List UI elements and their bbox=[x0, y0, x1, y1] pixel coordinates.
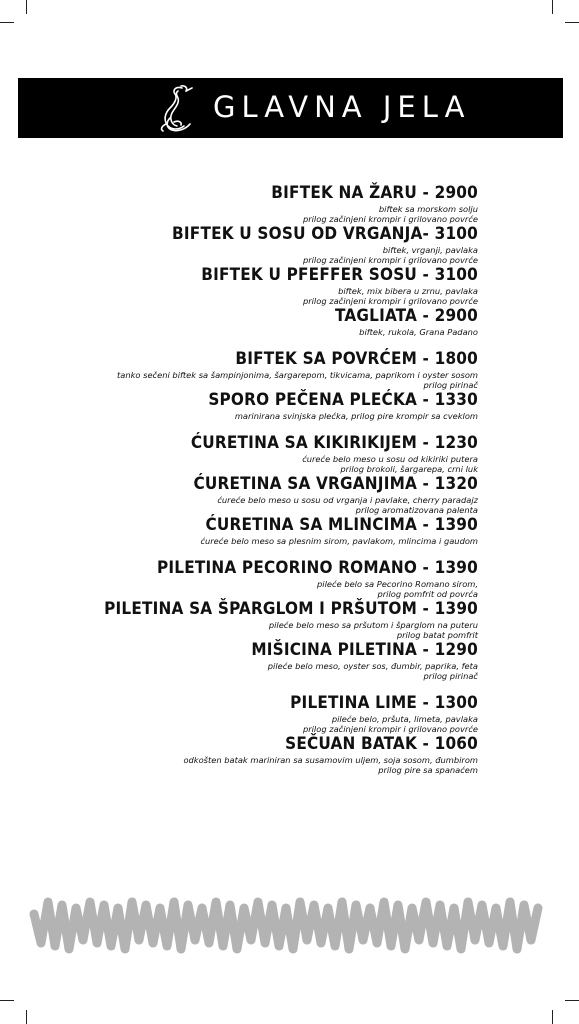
dish-title: ĆURETINA SA MLINCIMA - 1390 bbox=[205, 515, 478, 535]
crop-mark bbox=[565, 22, 579, 23]
dish-description: ćureće belo meso u sosu od vrganja i pavlake, cherry paradajz bbox=[217, 495, 478, 505]
menu-item bbox=[100, 474, 478, 515]
crop-mark bbox=[0, 22, 14, 23]
page-title: GLAVNA JELA bbox=[213, 90, 471, 124]
dish-title: BIFTEK U PFEFFER SOSU - 3100 bbox=[201, 265, 478, 285]
dish-description: biftek sa morskom solju bbox=[378, 204, 478, 214]
dish-description: pileće belo sa Pecorino Romano sirom, bbox=[317, 579, 478, 589]
dish-description: pileće belo, pršuta, limeta, pavlaka bbox=[331, 714, 478, 724]
menu-item bbox=[100, 599, 478, 640]
decorative-wave bbox=[28, 892, 559, 954]
dish-description: marinirana svinjska plećka, prilog pire krompir sa cveklom bbox=[234, 411, 478, 421]
dish-description: ćureće belo meso u sosu od kikiriki putera bbox=[302, 454, 478, 464]
dish-title: SEČUAN BATAK - 1060 bbox=[285, 734, 478, 754]
dish-description: pileće belo meso, oyster sos, đumbir, paprika, feta bbox=[267, 661, 478, 671]
dish-description: prilog začinjeni krompir i grilovano povrće bbox=[302, 255, 478, 265]
menu-item bbox=[100, 265, 478, 306]
dish-title: MIŠICINA PILETINA - 1290 bbox=[251, 640, 478, 660]
menu-item bbox=[100, 390, 478, 421]
crop-mark bbox=[26, 0, 27, 14]
dish-description: tanko sečeni biftek sa šampinjonima, šargarepom, tikvicama, paprikom i oyster sosom bbox=[117, 370, 478, 380]
dish-description: prilog brokoli, šargarepa, crni luk bbox=[340, 464, 478, 474]
header-bar bbox=[18, 78, 563, 138]
dish-description: prilog pomfrit od povrća bbox=[377, 589, 478, 599]
dish-description: biftek, rukola, Grana Padano bbox=[359, 327, 478, 337]
dish-title: PILETINA PECORINO ROMANO - 1390 bbox=[156, 558, 478, 578]
dish-title: SPORO PEČENA PLEĆKA - 1330 bbox=[208, 390, 478, 410]
dish-title: ĆURETINA SA KIKIRIKIJEM - 1230 bbox=[190, 433, 478, 453]
dish-description: prilog začinjeni krompir i grilovano povrće bbox=[302, 724, 478, 734]
dish-description: prilog pire sa spanaćem bbox=[378, 765, 478, 775]
dish-description: prilog pirinač bbox=[423, 380, 478, 390]
dish-description: prilog pirinač bbox=[423, 671, 478, 681]
menu-item bbox=[100, 433, 478, 474]
dish-title: TAGLIATA - 2900 bbox=[335, 306, 478, 326]
dish-description: prilog batat pomfrit bbox=[396, 630, 478, 640]
crop-mark bbox=[0, 1000, 14, 1001]
dish-title: PILETINA LIME - 1300 bbox=[290, 693, 478, 713]
dish-description: pileće belo meso sa pršutom i šparglom na puteru bbox=[268, 620, 478, 630]
dish-title: BIFTEK U SOSU OD VRGANJA- 3100 bbox=[172, 224, 478, 244]
swan-logo-icon bbox=[148, 82, 204, 134]
dish-title: BIFTEK SA POVRĆEM - 1800 bbox=[235, 349, 478, 369]
dish-description: biftek, mix bibera u zrnu, pavlaka bbox=[338, 286, 478, 296]
menu-item bbox=[100, 224, 478, 265]
dish-description: biftek, vrganji, pavlaka bbox=[382, 245, 478, 255]
dish-description: odkošten batak mariniran sa susamovim uljem, soja sosom, đumbirom bbox=[183, 755, 478, 765]
dish-title: BIFTEK NA ŽARU - 2900 bbox=[271, 183, 478, 203]
menu-item bbox=[100, 183, 478, 224]
menu-item bbox=[100, 693, 478, 734]
dish-description: ćureće belo meso sa plesnim sirom, pavlakom, mlincima i gaudom bbox=[200, 536, 478, 546]
menu-item bbox=[100, 349, 478, 390]
crop-mark bbox=[552, 1010, 553, 1024]
menu-item bbox=[100, 515, 478, 546]
dish-title: ĆURETINA SA VRGANJIMA - 1320 bbox=[193, 474, 478, 494]
dish-description: prilog aromatizovana palenta bbox=[355, 505, 478, 515]
menu-item bbox=[100, 306, 478, 337]
crop-mark bbox=[565, 1000, 579, 1001]
dish-description: prilog začinjeni krompir i grilovano povrće bbox=[302, 296, 478, 306]
crop-mark bbox=[26, 1010, 27, 1024]
menu-list bbox=[100, 183, 478, 775]
crop-mark bbox=[552, 0, 553, 14]
dish-description: prilog začinjeni krompir i grilovano povrće bbox=[302, 214, 478, 224]
menu-item bbox=[100, 640, 478, 681]
dish-title: PILETINA SA ŠPARGLOM I PRŠUTOM - 1390 bbox=[104, 599, 478, 619]
menu-item bbox=[100, 558, 478, 599]
menu-item bbox=[100, 734, 478, 775]
